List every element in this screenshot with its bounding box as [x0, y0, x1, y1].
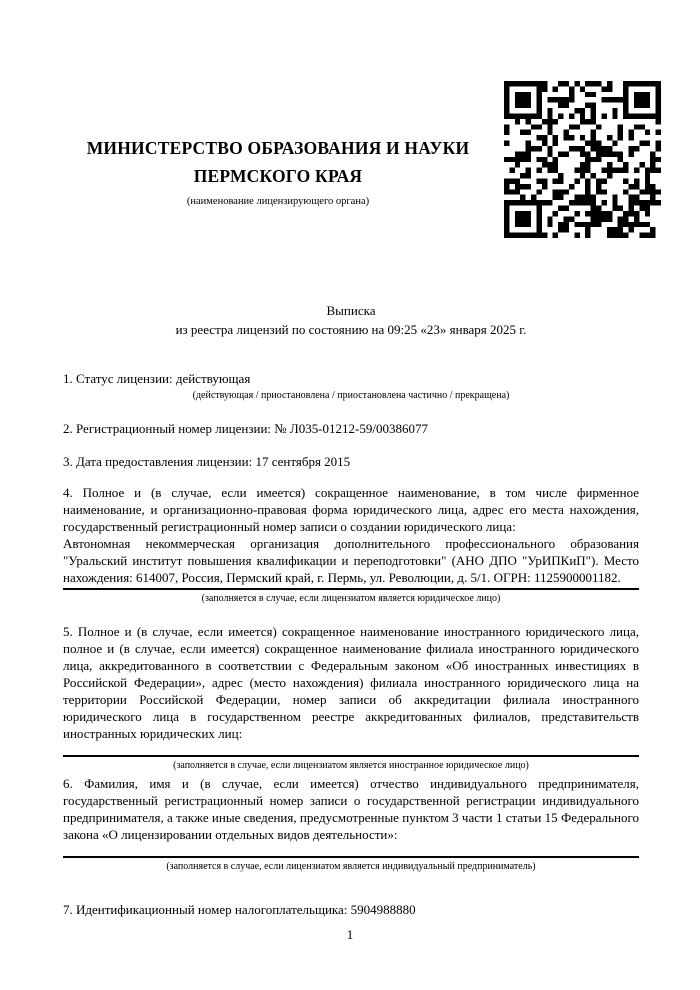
- field-taxpayer-id: [63, 901, 639, 918]
- field-individual-entrepreneur: [63, 775, 639, 873]
- document-title-line1: Выписка: [326, 303, 376, 318]
- field-foreign-entity-label: 5. Полное и (в случае, если имеется) сокращенное наименование иностранного юридического лица, полное и (в случае, если имеется) сокращенное наименование филиала иностранного юридического лица, аккредитованного в соответствии с Федеральным законом «Об иностранных инвестициях в Российской Федерации», адрес (место нахождения) филиала иностранного юридического лица на территории Российской Федерации, номер записи об аккредитации филиала иностранного юридического лица в государственном реестре аккредитованных филиалов, представительств иностранных юридических лиц:: [63, 624, 639, 741]
- field-taxpayer-id-text: 7. Идентификационный номер налогоплательщика: 5904988880: [63, 902, 416, 917]
- field-license-status-text: 1. Статус лицензии: действующая: [63, 371, 251, 386]
- field-license-status: [63, 370, 639, 402]
- underline-rule: [63, 856, 639, 858]
- field-legal-entity-value: Автономная некоммерческая организация дополнительного профессионального образования "Уральский институт повышения квалификации и переподготовки" (АНО ДПО "УрИПКиП"). Место нахождения: 614007, Россия, Пермский край, г. Пермь, ул. Революции, д. 5/1. ОГРН: 1125900001182.: [63, 536, 639, 585]
- field-license-status-caption: (действующая / приостановлена / приостановлена частично / прекращена): [192, 390, 510, 401]
- field-legal-entity: [63, 484, 639, 605]
- document-title-line2: из реестра лицензий по состоянию на 09:25 «23» января 2025 г.: [175, 322, 527, 337]
- field-registration-number: [63, 420, 639, 437]
- field-individual-entrepreneur-label: 6. Фамилия, имя и (в случае, если имеется) отчество индивидуального предпринимателя, государственный регистрационный номер записи о государственной регистрации индивидуального предпринимателя, а также иные сведения, предусмотренные пунктом 3 части 1 статьи 15 Федерального закона «О лицензировании отдельных видов деятельности»:: [63, 776, 639, 842]
- field-foreign-entity-caption: (заполняется в случае, если лицензиатом является иностранное юридическое лицо): [173, 760, 529, 771]
- underline-rule: [63, 755, 639, 757]
- ministry-name-line2: ПЕРМСКОГО КРАЯ: [193, 166, 363, 186]
- field-foreign-entity: [63, 623, 639, 772]
- field-individual-entrepreneur-caption: (заполняется в случае, если лицензиатом является индивидуальный предприниматель): [166, 861, 536, 872]
- qr-code-image: [504, 81, 661, 238]
- field-grant-date: [63, 453, 639, 470]
- page-number: 1: [346, 927, 354, 942]
- field-registration-number-text: 2. Регистрационный номер лицензии: № Л035-01212-59/00386077: [63, 421, 429, 436]
- ministry-name-line1: МИНИСТЕРСТВО ОБРАЗОВАНИЯ И НАУКИ: [86, 138, 470, 158]
- field-legal-entity-caption: (заполняется в случае, если лицензиатом является юридическое лицо): [201, 593, 501, 604]
- document-title: [63, 301, 639, 339]
- ministry-header: [63, 134, 493, 208]
- field-grant-date-text: 3. Дата предоставления лицензии: 17 сентября 2015: [63, 454, 351, 469]
- underline-rule: [63, 588, 639, 590]
- field-legal-entity-label: 4. Полное и (в случае, если имеется) сокращенное наименование, в том числе фирменное наименование, и организационно-правовая форма юридического лица, адрес его места нахождения, государственный регистрационный номер записи о создании юридического лица:: [63, 485, 639, 534]
- ministry-caption: (наименование лицензирующего органа): [186, 196, 370, 207]
